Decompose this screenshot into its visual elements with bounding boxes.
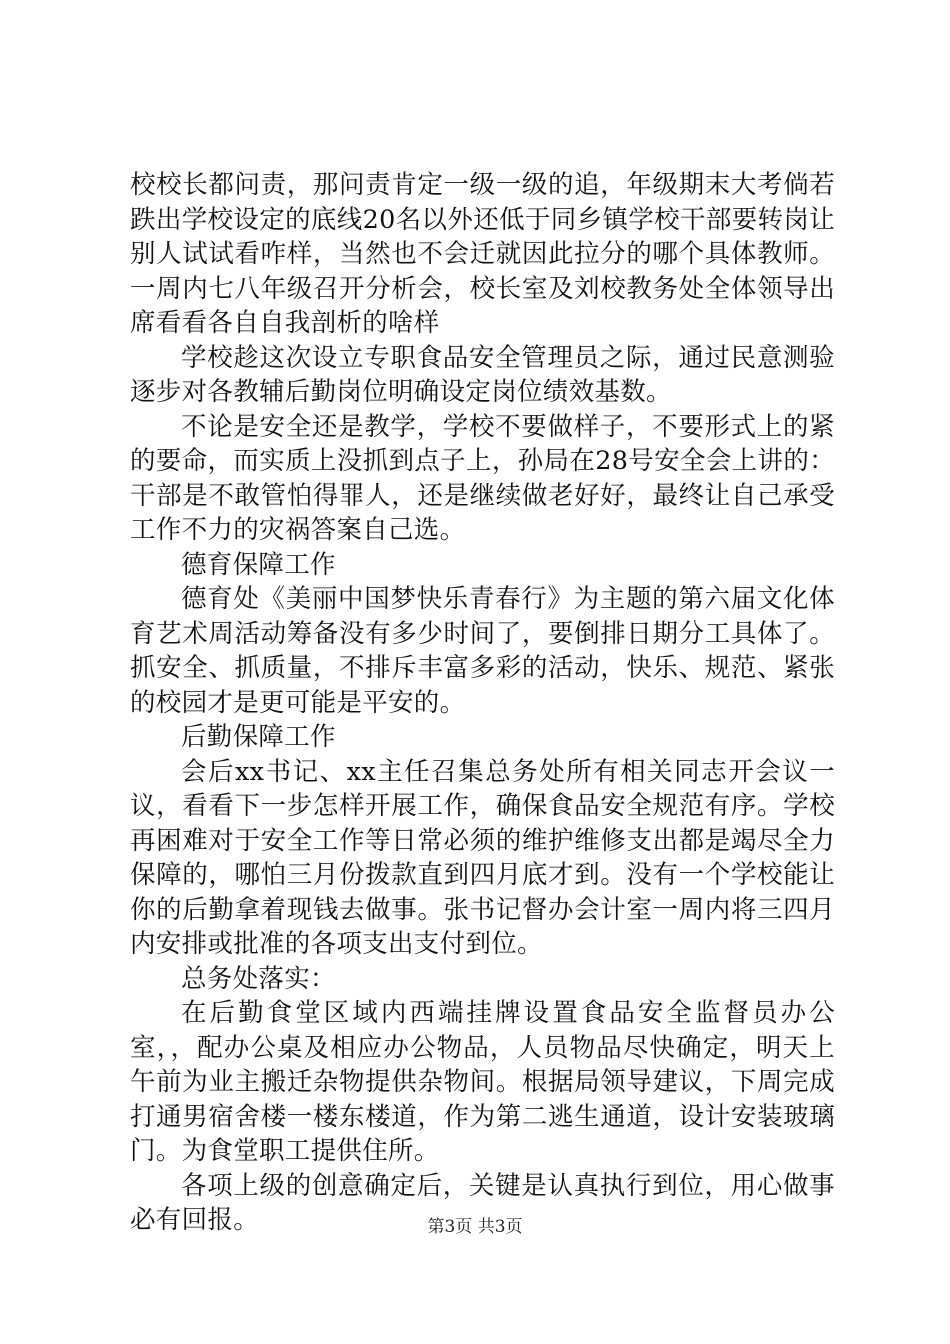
paragraph-moral-education: 德育处《美丽中国梦快乐青春行》为主题的第六届文化体育艺术周活动筹备没有多少时间了，要倒排日期分工具体了。抓安全、抓质量，不排斥丰富多彩的活动，快乐、规范、紧张的校园才是更可能是平安的。 (130, 584, 835, 718)
section-heading-logistics: 后勤保障工作 (181, 722, 336, 752)
section-heading-general-affairs: 总务处落实： (181, 963, 336, 994)
paragraph-food-safety-manager: 学校趁这次设立专职食品安全管理员之际，通过民意测验逐步对各教辅后勤岗位明确设定岗位绩效基数。 (130, 342, 835, 407)
paragraph-conclusion: 各项上级的创意确定后，关键是认真执行到位，用心做事必有回报。 (130, 1170, 835, 1235)
page-footer: 第3页 共3页 (427, 1217, 523, 1237)
paragraph-continuation: 校校长都问责，那问责肯定一级一级的追，年级期末大考倘若跌出学校设定的底线20名以外还低于同乡镇学校干部要转岗让别人试试看咋样，当然也不会迁就因此拉分的哪个具体教师。一周内七八年级召开分析会，校长室及刘校教务处全体领导出席看看各自自我剖析的啥样 (130, 170, 835, 338)
document-body (130, 168, 835, 1238)
paragraph-general-affairs: 在后勤食堂区域内西端挂牌设置食品安全监督员办公室，，配办公桌及相应办公物品，人员物品尽快确定，明天上午前为业主搬迁杂物提供杂物间。根据局领导建议，下周完成打通男宿舍楼一楼东楼道，作为第二逃生通道，设计安装玻璃门。为食堂职工提供住所。 (130, 998, 835, 1166)
paragraph-safety-teaching: 不论是安全还是教学，学校不要做样子，不要形式上的紧的要命，而实质上没抓到点子上，孙局在28号安全会上讲的：干部是不敢管怕得罪人，还是继续做老好好，最终让自己承受工作不力的灾祸答案自己选。 (130, 411, 835, 545)
paragraph-logistics: 会后xx书记、xx主任召集总务处所有相关同志开会议一议，看看下一步怎样开展工作，确保食品安全规范有序。学校再困难对于安全工作等日常必须的维护维修支出都是竭尽全力保障的，哪怕三月份拨款直到四月底才到。没有一个学校能让你的后勤拿着现钱去做事。张书记督办会计室一周内将三四月内安排或批准的各项支出支付到位。 (130, 756, 835, 959)
section-heading-moral-education: 德育保障工作 (181, 549, 336, 580)
